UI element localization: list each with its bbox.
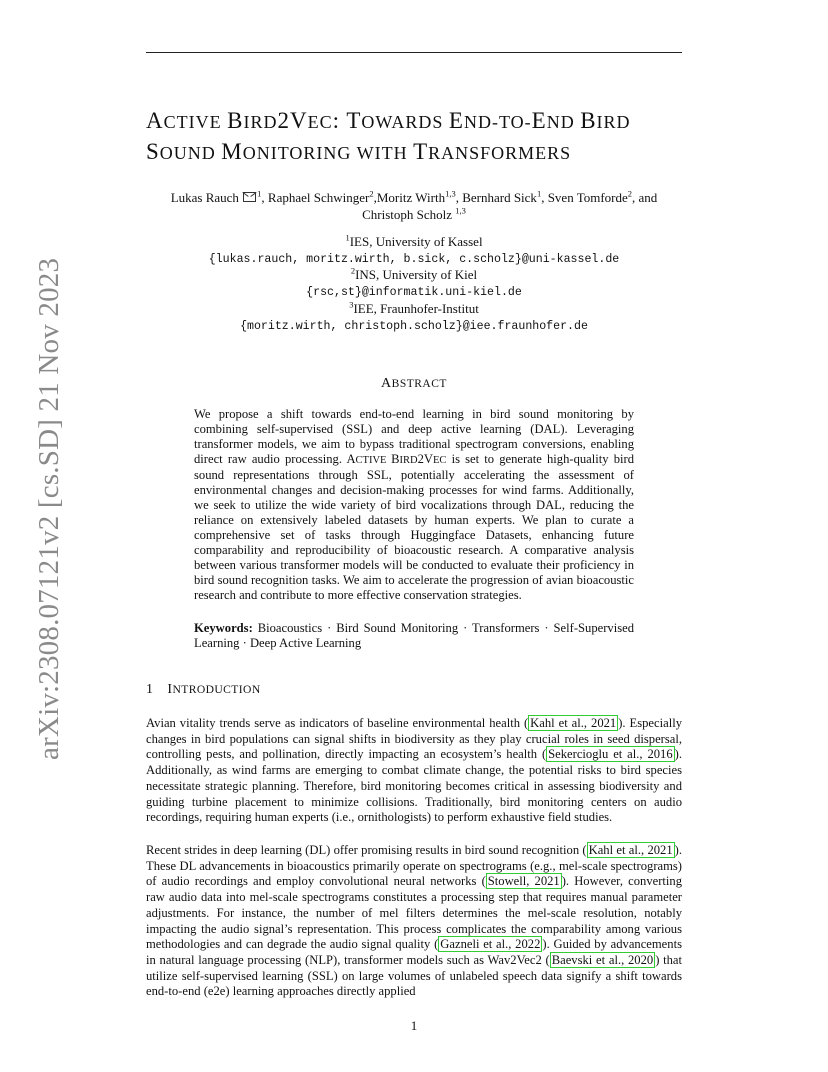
affiliation-1: $^1$IES, University of Kassel {lukas.rauch, moritz.wirth, b.sick, c.scholz}@uni-kassel.de <box>146 234 682 268</box>
section-heading-introduction: 1 INTRODUCTION <box>146 682 261 697</box>
citation-link[interactable]: Baevski et al., 2020 <box>551 952 654 967</box>
author-line-2: Christoph Scholz $^{1,3}$ <box>362 205 466 222</box>
abstract-body: We propose a shift towards end-to-end learning in bird sound monitoring by combining self-supervised (SSL) and deep active learning (DAL). Leveraging transformer models, we aim to bypass traditional spectrogram conversions, enabling direct raw audio processing. ACTIVE BIRD2VEC is set to generate high-quality bird sound representations through SSL, potentially accelerating the assessment of environmental changes and decision-making processes for wind farms. Additionally, we seek to utilize the wide variety of bird vocalizations through DAL, reducing the reliance on extensively labeled datasets by human experts. We plan to curate a comprehensive set of tasks through Huggingface Datasets, enhancing future comparability and reproducibility of bioacoustic research. A comparative analysis between various transformer models will be conducted to evaluate their proficiency in bird sound recognition tasks. We aim to accelerate the progression of avian bioacoustic research and contribute to more effective conservation strategies. <box>194 407 634 602</box>
citation-link[interactable]: Kahl et al., 2021 <box>588 843 673 857</box>
affiliation-3: $^3$IEE, Fraunhofer-Institut {moritz.wirth, christoph.scholz}@iee.fraunhofer.de <box>146 301 682 335</box>
affiliation-2: $^2$INS, University of Kiel {rsc,st}@informatik.uni-kiel.de <box>146 267 682 301</box>
citation-link[interactable]: Kahl et al., 2021 <box>530 716 617 730</box>
citation-link[interactable]: Gazneli et al., 2022 <box>440 937 541 952</box>
paper-title <box>146 106 706 168</box>
author-list <box>146 189 682 223</box>
arxiv-identifier-stamp[interactable]: arXiv:2308.07121v2 [cs.SD] 21 Nov 2023 <box>33 257 65 760</box>
title-line-1: ACTIVE BIRD2VEC: TOWARDS END-TO-END BIRD <box>146 108 631 133</box>
keywords <box>194 621 634 651</box>
affiliation-2-email: {rsc,st}@informatik.uni-kiel.de <box>306 286 522 299</box>
page-number: 1 <box>410 1018 418 1033</box>
title-line-2: SOUND MONITORING WITH TRANSFORMERS <box>146 139 572 164</box>
abstract-heading: ABSTRACT <box>381 376 447 391</box>
top-rule <box>146 52 682 53</box>
author-line-1: Lukas Rauch $^1$, Raphael Schwinger$^2$,Moritz Wirth$^{1,3}$, Bernhard Sick$^1$, Sven Tomforde$^2$, and <box>170 188 658 205</box>
envelope-icon[interactable] <box>243 192 256 202</box>
affiliation-3-email: {moritz.wirth, christoph.scholz}@iee.fraunhofer.de <box>240 320 588 333</box>
keywords-list: Bioacoustics · Bird Sound Monitoring · Transformers · Self-Supervised Learning · Deep Active Learning <box>194 621 634 650</box>
paragraph-2: Recent strides in deep learning (DL) offer promising results in bird sound recognition ( Kahl et al., 2021 ). These DL advancements in bioacoustics primarily operate on spectrograms (e.g., mel-scale spectrograms) of audio recordings and employ convolutional neural networks ( Stowell, 2021 ). However, converting raw audio data into mel-scale spectrograms constitutes a processing step that requires manual parameter adjustments. For instance, the number of mel filters determines the mel-scale resolution, notably impacting the audio signal’s representation. This process complicates the comparability among various methodologies and can degrade the audio signal quality ( Gazneli et al., 2022 ). Guided by advancements in natural language processing (NLP), transformer models such as Wav2Vec2 ( Baevski et al., 2020 ) that utilize self-supervised learning (SSL) on large volumes of unlabeled speech data signify a shift towards end-to-end (e2e) learning approaches directly applied <box>146 843 683 999</box>
citation-link[interactable]: Stowell, 2021 <box>487 874 560 889</box>
affiliation-1-email: {lukas.rauch, moritz.wirth, b.sick, c.scholz}@uni-kassel.de <box>208 253 620 266</box>
paragraph-1: Avian vitality trends serve as indicators of baseline environmental health ( Kahl et al., 2021 ). Especially changes in bird populations can signal shifts in biodiversity as they play crucial roles in seed dispersal, controlling pests, and pollination, directly impacting an ecosystem’s health ( Sekercioglu et al., 2016 ). Additionally, as wind farms are emerging to combat climate change, the potential risks to bird species necessitate strategic planning. Therefore, bird monitoring becomes critical in assessing biodiversity and guiding turbine placement to minimize collisions. Traditionally, bird monitoring centers on audio recordings, requiring human experts (i.e., ornithologists) to perform exhaustive field studies. <box>146 716 682 825</box>
citation-link[interactable]: Sekercioglu et al., 2016 <box>548 747 673 762</box>
keywords-label: Keywords: <box>194 621 253 635</box>
